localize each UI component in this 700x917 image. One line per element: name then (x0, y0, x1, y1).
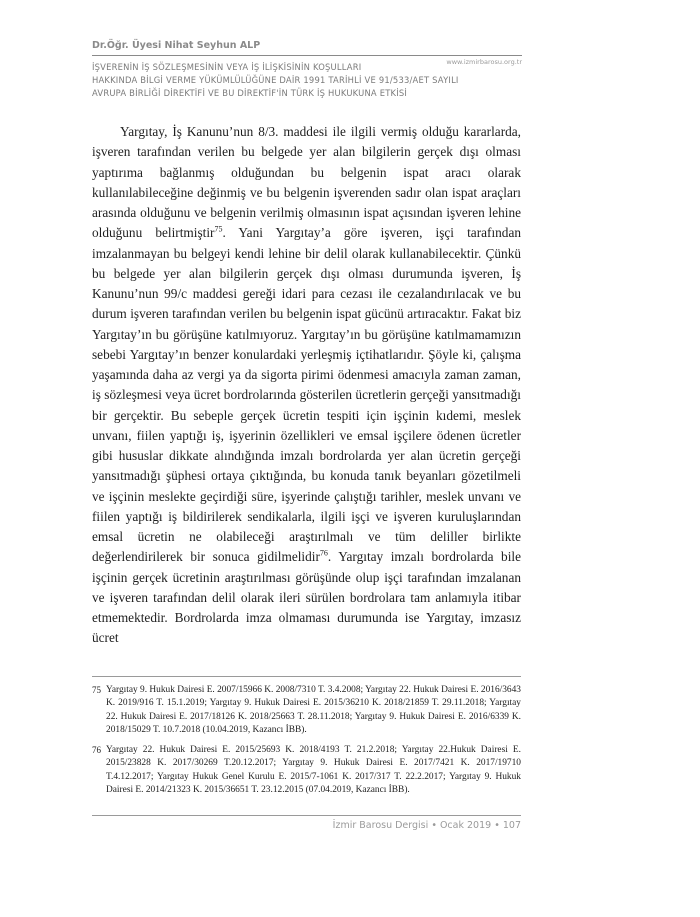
article-title-line: HAKKINDA BİLGİ VERME YÜKÜMLÜLÜĞÜNE DAİR 1991 TARİHLİ VE 91/533/AET SAYILI (92, 75, 459, 85)
body-text-segment: . Yani Yargıtay’a göre işveren, işçi tarafından imzalanmayan bu belgeyi kendi lehine bir delil olarak kullanabilecektir. Çünkü bu belgede yer alan bilgilerin gerçek dışı olması durumunda işveren, İş Kanunu’nun 99/c maddesi gereği idari para cezası ile cezalandırılacak ve bu durum işveren tarafından verilen bu belgenin ispat gücünü artıracaktır. Fakat biz Yargıtay’ın bu görüşüne katılmıyoruz. Yargıtay’ın bu görüşüne katılmamamızın sebebi Yargıtay’ın benzer konulardaki yerleşmiş içtihatlarıdır. Şöyle ki, çalışma yaşamında daha az vergi ya da sigorta pirimi ödenmesi amacıyla zaman zaman, iş sözleşmesi veya ücret bordrolarında gösterilen ücretlerin gerçeği yansıtmadığı bir gerçektir. Bu sebeple gerçek ücretin tespiti için işçinin kıdemi, meslek unvanı, fiilen yaptığı iş, işyerinin özellikleri ve emsal işçilere ödenen ücretler gibi hususlar dikkate alındığında imzalı bordrolarda yer alan ücretin gerçeği yansıtmadığı şüphesi ortaya çıktığında, bu konuda tanık beyanları gözetilmeli ve işçinin meslekte geçirdiği süre, işyerinde çalıştığı tarihler, meslek unvanı ve fiilen yaptığı iş bildirilerek sendikalarla, ilgili işçi ve işveren kuruluşlarından emsal ücretin ne olabileceği araştırılmalı ve tüm deliller birlikte değerlendirilerek bir sonuca gidilmelidir (92, 225, 521, 565)
article-title-line: AVRUPA BİRLİĞİ DİREKTİFİ VE BU DİREKTİF'İN TÜRK İŞ HUKUKUNA ETKİSİ (92, 88, 408, 98)
footnote-number: 75 (92, 685, 101, 695)
article-title-line: İŞVERENİN İŞ SÖZLEŞMESİNİN VEYA İŞ İLİŞKİSİNİN KOŞULLARI (92, 62, 362, 72)
body-paragraph (92, 122, 521, 649)
footer-separator: • (494, 820, 500, 831)
author-name: Dr.Öğr. Üyesi Nihat Seyhun ALP (92, 40, 261, 51)
website-url[interactable]: www.izmirbarosu.org.tr (446, 58, 522, 66)
footnote-75 (92, 684, 521, 737)
running-header (92, 40, 522, 52)
footnote-76 (92, 744, 521, 797)
footnote-number: 76 (92, 745, 101, 756)
body-text-segment: . Yargıtay imzalı bordrolarda bile işçinin gerçek ücretinin araştırılması görüşünde olup işçi tarafından imzalanan ve işveren tarafından delil olarak ileri sürülen bordrolara tam anlamıyla itibar etmemektedir. Bordrolarda imza olmaması durumunda ise Yargıtay, imzasız ücret (92, 549, 521, 646)
journal-name: İzmir Barosu Dergisi (332, 820, 429, 831)
body-text-segment: Yargıtay, İş Kanunu’nun 8/3. maddesi ile ilgili vermiş olduğu kararlarda, işveren tarafından verilen bu belgede yer alan bilgilerin gerçek dışı olması yaptırıma bağlanmış olduğundan bu belgenin ispat aracı olarak kullanılabileceğine değinmiş ve bu belgenin işverenden sadır olan ispat araçları arasında olduğunu ve belgenin verilmiş olmasının ispat açısından işveren lehine olduğunu belirtmiştir (92, 124, 521, 241)
footnote-text: Yargıtay 22. Hukuk Dairesi E. 2015/25693 K. 2018/4193 T. 21.2.2018; Yargıtay 22.Hukuk Dairesi E. 2015/23828 K. 2017/30269 T.20.12.2017; Yargıtay 9. Hukuk Dairesi E. 2017/7421 K. 2017/19710 T.4.12.2017; Yargıtay Hukuk Genel Kurulu E. 2015/7-1061 K. 2017/317 T. 22.2.2017; Yargıtay 9. Hukuk Dairesi E. 2014/21323 K. 2015/36651 T. 23.12.2015 (07.04.2019, Kazancı İBB). (106, 745, 521, 796)
footnotes (92, 684, 521, 804)
article-title (92, 61, 522, 100)
header-divider (92, 55, 522, 56)
footnote-text: Yargıtay 9. Hukuk Dairesi E. 2007/15966 K. 2008/7310 T. 3.4.2008; Yargıtay 22. Hukuk Dairesi E. 2016/3643 K. 2019/916 T. 15.1.2019; Yargıtay 9. Hukuk Dairesi E. 2015/36210 K. 2018/21859 T. 29.11.2018; Yargıtay 22. Hukuk Dairesi E. 2017/18126 K. 2018/25663 T. 28.11.2018; Yargıtay 9. Hukuk Dairesi E. 2016/6339 K. 2018/15029 T. 10.7.2018 (10.04.2019, Kazancı İBB). (106, 685, 521, 735)
page-footer (300, 820, 521, 831)
issue-date: Ocak 2019 (439, 820, 492, 831)
footnote-ref-76[interactable]: 76 (319, 548, 328, 558)
footer-separator: • (431, 820, 437, 831)
page-number: 107 (502, 820, 521, 831)
footnote-divider (92, 676, 521, 677)
footer-divider (92, 815, 521, 816)
footnote-ref-75[interactable]: 75 (214, 224, 223, 234)
